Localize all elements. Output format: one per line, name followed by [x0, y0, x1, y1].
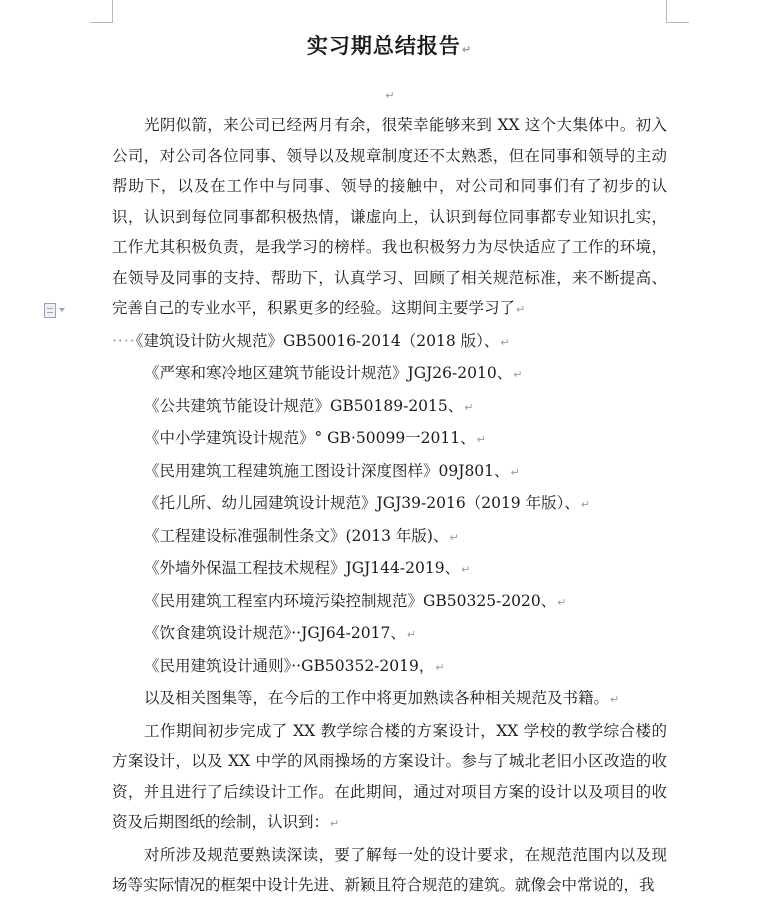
standard-item	[112, 618, 667, 651]
standard-item	[112, 456, 667, 489]
paragraph-mark: ↵	[385, 89, 395, 102]
standard-text: 《工程建设标准强制性条文》(2013 年版)、	[144, 526, 449, 545]
standard-item	[112, 358, 667, 391]
paragraph-mark: ↵	[510, 465, 520, 479]
paragraph-mark: ↵	[464, 400, 474, 414]
standard-item	[112, 423, 667, 456]
standard-item	[112, 651, 667, 684]
paragraph-mark: ↵	[557, 595, 567, 609]
top-left-crop-mark	[90, 0, 113, 23]
standard-text: 《公共建筑节能设计规范》GB50189-2015、	[144, 396, 464, 415]
chevron-down-icon	[59, 308, 65, 312]
standard-item	[112, 391, 667, 424]
standard-item	[112, 521, 667, 554]
top-right-crop-mark	[666, 0, 689, 23]
empty-paragraph	[112, 84, 667, 102]
document-body	[112, 110, 667, 901]
paragraph-mark: ↵	[406, 628, 417, 641]
paragraph-mark: ↵	[330, 817, 340, 830]
work-paragraph	[112, 716, 667, 840]
title-text: 实习期总结报告	[306, 34, 461, 58]
page-icon	[44, 303, 56, 318]
standard-item	[112, 553, 667, 586]
standard-text: 《托儿所、幼儿园建筑设计规范》JGJ39-2016（2019 年版）、	[144, 494, 580, 512]
paragraph-mark: ↵	[449, 530, 459, 544]
standard-text: 《民用建筑工程建筑施工图设计深度图样》09J801、	[144, 461, 510, 480]
paragraph-mark: ↵	[610, 693, 620, 706]
standard-text: 《民用建筑工程室内环境污染控制规范》GB50325-2020、	[144, 591, 557, 610]
paragraph-mark: ↵	[476, 433, 486, 446]
after-list-text: 以及相关图集等，在今后的工作中将更加熟读各种相关规范及书籍。	[144, 689, 610, 707]
paragraph-mark: ↵	[500, 335, 510, 349]
document-icon[interactable]	[44, 302, 74, 318]
standard-text: 《民用建筑设计通则》··GB50352-2019，	[144, 656, 435, 675]
standard-item	[112, 326, 667, 359]
leading-dots: ····	[112, 331, 136, 350]
paragraph-mark: ↵	[435, 660, 445, 674]
last-text: 对所涉及规范要熟读深读，要了解每一处的设计要求，在规范范围内以及现场等实际情况的框架中设计先进、新颖且符合规范的建筑。就像会中常说的，我	[112, 845, 667, 894]
paragraph-mark: ↵	[513, 368, 523, 381]
standard-text: 《中小学建筑设计规范》° GB·50099一2011、	[144, 429, 476, 447]
standard-text: 《建筑设计防火规范》GB50016-2014（2018 版）、	[135, 331, 500, 350]
standard-item	[112, 586, 667, 619]
last-paragraph	[112, 840, 667, 901]
paragraph-mark: ↵	[461, 563, 471, 576]
work-text: 工作期间初步完成了 XX 教学综合楼的方案设计，XX 学校的教学综合楼的方案设计，以及 XX 中学的风雨操场的方案设计。参与了城北老旧小区改造的收资，并且进行了后续设计工作。在此期间，通过对项目方案的设计以及项目的收资及后期图纸的绘制，认识到：	[112, 721, 667, 831]
standard-text: 《饮食建筑设计规范》··JGJ64-2017、	[144, 624, 406, 642]
standard-text: 《严寒和寒冷地区建筑节能设计规范》JGJ26-2010、	[144, 364, 513, 382]
standard-item	[112, 488, 667, 521]
paragraph-mark: ↵	[461, 43, 473, 56]
after-list-paragraph	[112, 683, 667, 716]
paragraph-mark: ↵	[516, 303, 526, 316]
intro-text: 光阴似箭，来公司已经两月有余，很荣幸能够来到 XX 这个大集体中。初入公司，对公司各位同事、领导以及规章制度还不太熟悉，但在同事和领导的主动帮助下，以及在工作中与同事、领导的接触中，对公司和同事们有了初步的认识，认识到每位同事都积极热情，谦虚向上，认识到每位同事都专业知识扎实，工作尤其积极负责，是我学习的榜样。我也积极努力为尽快适应了工作的环境，在领导及同事的支持、帮助下，认真学习、回顾了相关规范标准，来不断提高、完善自己的专业水平，积累更多的经验。这期间主要学习了	[112, 116, 667, 317]
document-title	[112, 30, 667, 60]
paragraph-mark: ↵	[580, 498, 591, 511]
intro-paragraph	[112, 110, 667, 326]
standard-text: 《外墙外保温工程技术规程》JGJ144-2019、	[144, 559, 461, 577]
